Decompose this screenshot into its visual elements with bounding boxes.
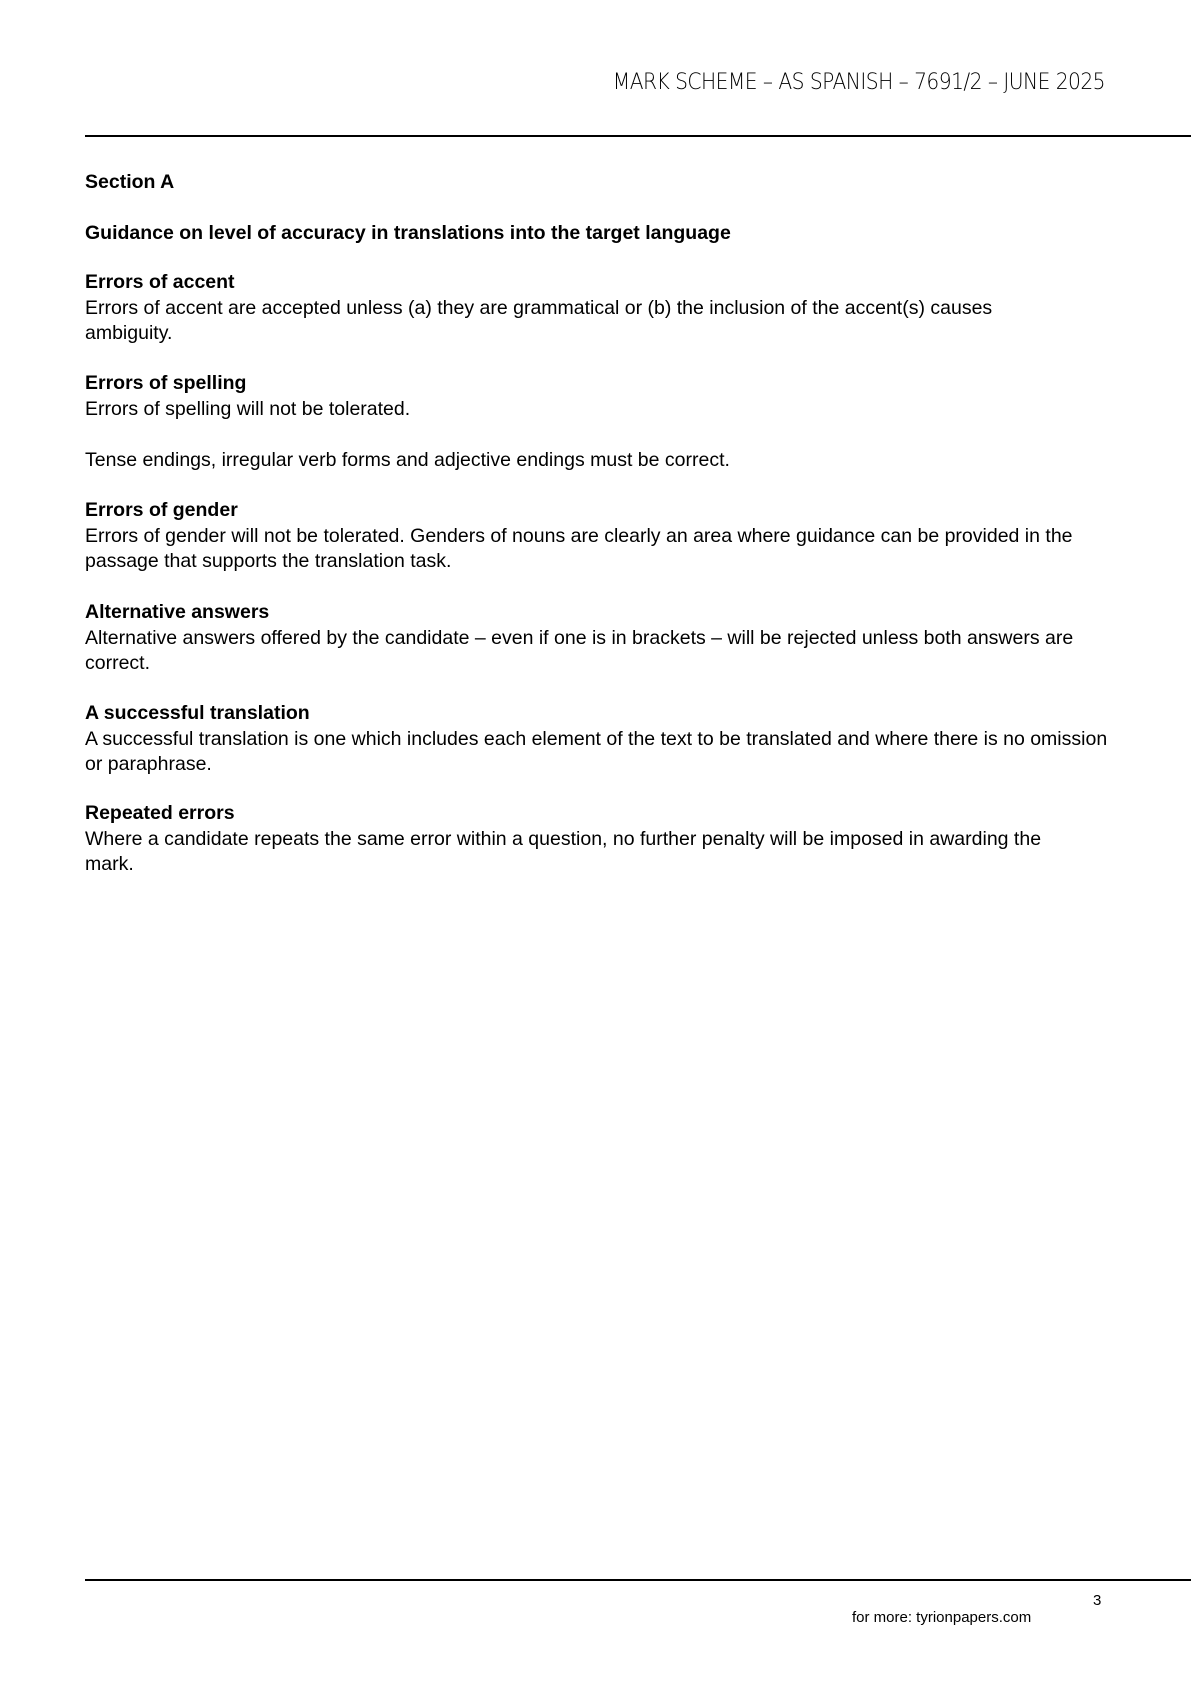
block-heading: Errors of gender [85,499,238,521]
block-text: Alternative answers offered by the candidate – even if one is in brackets – will be rejected unless both answers are correct. [85,626,1074,675]
block-text: Errors of accent are accepted unless (a) they are grammatical or (b) the inclusion of the accent(s) causes ambiguity. [85,296,993,345]
block-heading: Repeated errors [85,802,235,824]
block-text: Errors of gender will not be tolerated. Genders of nouns are clearly an area where guidance can be provided in the passage that supports the translation task. [85,524,1073,573]
block-text: A successful translation is one which includes each element of the text to be translated and where there is no omission or paraphrase. [85,727,1108,776]
block-heading: Errors of accent [85,271,235,293]
gender-block [85,498,1075,575]
footer-divider [85,1579,1191,1581]
section-title: Section A [85,171,175,193]
accent-block [85,270,1045,347]
header-divider [85,135,1191,137]
guidance-title: Guidance on level of accuracy in translations into the target language [85,222,731,244]
page-number: 3 [1093,1592,1102,1609]
tense-block [85,448,1115,474]
successful-block [85,701,1115,778]
block-heading: Alternative answers [85,601,270,623]
footer-source: for more: tyrionpapers.com [852,1609,1032,1626]
block-heading: A successful translation [85,702,310,724]
repeated-block [85,801,1055,878]
block-heading: Errors of spelling [85,372,247,394]
running-header: MARK SCHEME – AS SPANISH – 7691/2 – JUNE 2025 [612,70,1105,95]
block-text: Errors of spelling will not be tolerated. [85,397,411,420]
spelling-block [85,371,1115,422]
block-text: Tense endings, irregular verb forms and adjective endings must be correct. [85,449,730,471]
block-text: Where a candidate repeats the same error within a question, no further penalty will be imposed in awarding the mark. [85,827,1042,876]
alternative-block [85,600,1095,677]
